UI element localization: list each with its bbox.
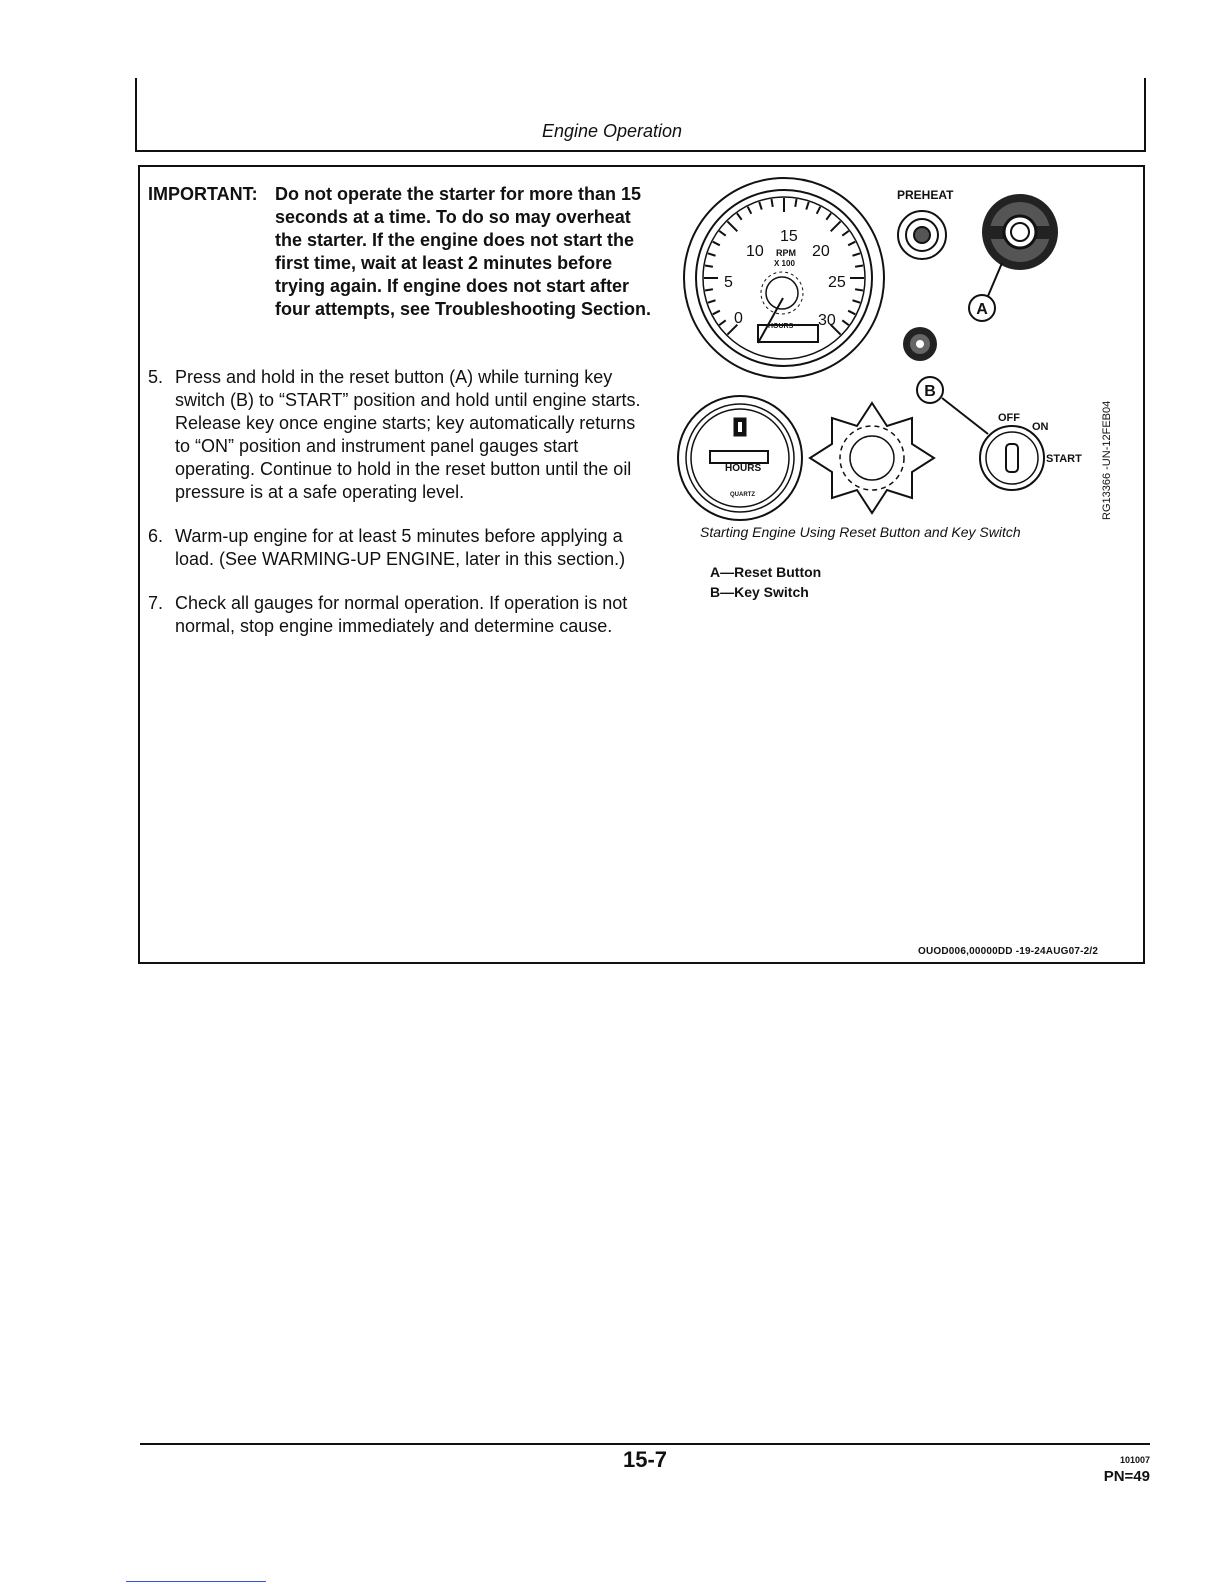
hour-meter xyxy=(678,396,802,520)
tach-tick xyxy=(842,320,848,325)
tach-tick xyxy=(795,199,796,207)
tach-tick xyxy=(727,221,737,231)
tachometer xyxy=(684,178,884,378)
step-text: Warm-up engine for at least 5 minutes before applying a load. (See WARMING-UP ENGINE, later in this section.) xyxy=(175,526,626,569)
svg-text:B: B xyxy=(924,383,936,400)
hour-meter-sub: QUARTZ xyxy=(730,492,755,498)
tach-tick xyxy=(759,202,761,210)
step-list xyxy=(148,366,648,659)
tach-tick xyxy=(771,199,772,207)
tach-scale-15: 15 xyxy=(780,228,798,245)
tach-hours-label: HOURS xyxy=(768,323,794,330)
instrument-panel-figure xyxy=(672,168,1132,528)
tach-tick xyxy=(713,242,720,246)
tach-tick xyxy=(708,253,716,255)
preheat-label: PREHEAT xyxy=(897,188,954,202)
tach-tick xyxy=(852,300,860,302)
tach-scale-5: 5 xyxy=(724,274,733,291)
key-start-label: START xyxy=(1046,453,1082,465)
tach-tick xyxy=(708,300,716,302)
callout-b xyxy=(917,377,988,434)
reference-code: OUOD006,00000DD -19-24AUG07-2/2 xyxy=(918,946,1099,957)
tach-scale-25: 25 xyxy=(828,274,846,291)
footer-rule xyxy=(140,1443,1150,1445)
step-text: Press and hold in the reset button (A) while turning key switch (B) to “START” position and hold until engine starts. Release key once engine starts; key automatically returns to “ON” position and instrument panel gauges start operating. Continue to hold in the reset button until the oil pressure is at a safe operating level. xyxy=(175,367,641,502)
tach-tick xyxy=(719,231,725,236)
important-label: IMPORTANT: xyxy=(148,184,258,204)
tach-rpm-label: RPM xyxy=(776,248,796,258)
figure-image-id: RG13366 -UN-12FEB04 xyxy=(1101,400,1113,520)
step-number: 5. xyxy=(148,367,164,387)
tach-tick xyxy=(748,207,752,214)
oil-pressure-indicator xyxy=(903,327,937,361)
footer-date: 101007 xyxy=(1119,1455,1150,1465)
tach-tick xyxy=(852,253,860,255)
tach-tick xyxy=(855,265,863,266)
tach-tick xyxy=(713,311,720,315)
important-text: Do not operate the starter for more than 15 seconds at a time. To do so may overheat the starter. If the engine does not start the first time, wait at least 2 minutes before trying again. If engine does not start after four attempts, see Troubleshooting Section. xyxy=(275,184,652,319)
footer-pn: PN=49 xyxy=(1103,1468,1150,1485)
bottom-link-underline xyxy=(126,1581,266,1582)
step-number: 7. xyxy=(148,593,164,613)
figure-caption: Starting Engine Using Reset Button and Key Switch xyxy=(700,524,1021,540)
tach-tick xyxy=(719,320,725,325)
reset-button xyxy=(982,194,1058,296)
step-text: Check all gauges for normal operation. If operation is not normal, stop engine immediately and determine cause. xyxy=(175,593,628,636)
figure-legend xyxy=(710,562,821,602)
mounting-plate xyxy=(810,403,934,513)
key-on-label: ON xyxy=(1032,421,1049,433)
tach-scale-20: 20 xyxy=(812,243,830,260)
hour-meter-label: HOURS xyxy=(725,463,762,474)
key-switch xyxy=(980,426,1044,490)
callout-a xyxy=(969,295,995,321)
tach-tick xyxy=(848,242,855,246)
tach-scale-30: 30 xyxy=(818,312,836,329)
tach-tick xyxy=(855,289,863,290)
page-number: 15-7 xyxy=(622,1447,668,1472)
tach-scale-0: 0 xyxy=(734,310,743,327)
svg-text:A: A xyxy=(976,301,988,318)
tach-rpm-unit: X 100 xyxy=(774,259,795,268)
page-header-title: Engine Operation xyxy=(541,121,683,141)
tach-tick xyxy=(826,213,831,219)
tach-tick xyxy=(817,207,821,214)
tach-tick xyxy=(705,265,713,266)
step-item xyxy=(148,592,648,638)
tach-tick xyxy=(842,231,848,236)
step-number: 6. xyxy=(148,526,164,546)
key-off-label: OFF xyxy=(998,412,1020,424)
legend-item-a: A—Reset Button xyxy=(710,564,822,580)
tach-tick xyxy=(737,213,742,219)
step-item xyxy=(148,366,648,504)
tach-tick xyxy=(848,311,855,315)
tach-tick xyxy=(705,289,713,290)
tach-scale-10: 10 xyxy=(746,243,764,260)
legend-item-b: B—Key Switch xyxy=(710,584,809,600)
step-item xyxy=(148,525,648,571)
tach-tick xyxy=(806,202,808,210)
tach-tick xyxy=(831,221,841,231)
preheat-indicator xyxy=(898,211,946,259)
